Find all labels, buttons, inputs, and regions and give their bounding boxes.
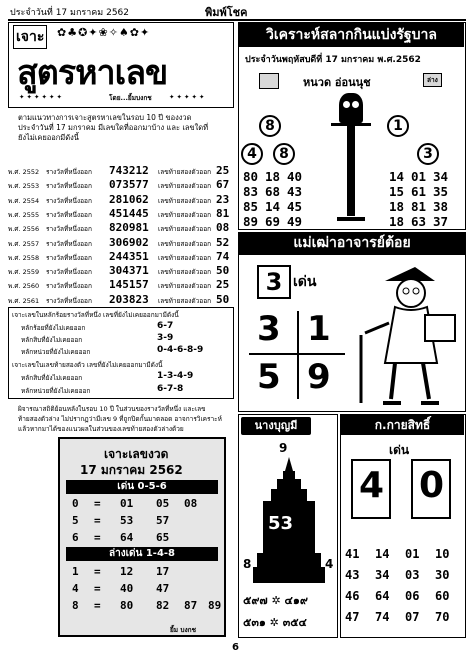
analysis-number: 18 xyxy=(389,214,405,229)
kor-kai-number: 07 xyxy=(405,610,420,624)
issue-date: ประจำวันที่ 17 มกราคม 2562 xyxy=(10,8,130,18)
circle-number: 8 xyxy=(273,143,295,165)
history-label: เลขท้ายสองตัวออก xyxy=(158,239,212,248)
history-label: รางวัลที่หนึ่งออก xyxy=(46,225,92,234)
history-row xyxy=(8,164,233,178)
grid-digit: 5 xyxy=(257,357,281,397)
history-label: รางวัลที่หนึ่งออก xyxy=(46,282,92,291)
analysis-number: 34 xyxy=(433,169,449,184)
history-year: พ.ศ. 2554 xyxy=(8,196,40,205)
right-digit: 4 xyxy=(325,557,334,571)
jaw-cell: 65 xyxy=(156,531,170,544)
digits-row-value: 6-7-8 xyxy=(157,384,184,394)
history-year: พ.ศ. 2557 xyxy=(8,239,40,248)
featured-digit: 3 xyxy=(257,265,291,299)
page-number: 6 xyxy=(232,642,239,653)
analysis-number: 89 xyxy=(243,214,259,229)
analysis-number: 40 xyxy=(287,169,303,184)
jaw-cell: 47 xyxy=(156,582,170,595)
digits-row-value: 6-7 xyxy=(157,321,174,331)
history-label: รางวัลที่หนึ่งออก xyxy=(46,182,92,191)
analysis-number: 01 xyxy=(411,169,427,184)
history-label: รางวัลที่หนึ่งออก xyxy=(46,210,92,219)
digits-row-label: หลักหน่วยที่ยังไม่เคยออก xyxy=(21,387,91,395)
history-row xyxy=(8,193,233,207)
digits-row-label: หลักร้อยที่ยังไม่เคยออก xyxy=(21,324,86,332)
digits-line2: เจาะเลขในเลขท้ายสองตัว เลขที่ยังไม่เคยออกมามีดังนี้ xyxy=(12,361,163,369)
analysis-number: 14 xyxy=(265,199,281,214)
history-year: พ.ศ. 2560 xyxy=(8,282,40,291)
kor-kai-label: เด่น xyxy=(389,443,410,457)
kor-kai-digit: 4 xyxy=(359,465,385,506)
history-label: เลขท้ายสองตัวออก xyxy=(158,253,212,262)
history-last-two: 52 xyxy=(216,235,230,249)
analysis-tag: ล่าง xyxy=(423,73,442,87)
screen-box xyxy=(259,73,279,89)
jaw-cell: = xyxy=(94,599,101,612)
circle-number: 8 xyxy=(259,115,281,137)
history-row xyxy=(8,250,233,264)
jaw-bottom-label: ล่างเด่น 1-4-8 xyxy=(66,547,218,561)
analysis-number: 18 xyxy=(265,169,281,184)
summary-line: ผิจารณาสถิติย้อนหลังในรอบ 10 ปี ในส่วนของรางวัลที่หนึ่ง และเลข xyxy=(18,405,206,413)
jaw-cell: 89 xyxy=(208,599,222,612)
history-row xyxy=(8,178,233,192)
digits-row-label: หลักสิบที่ยังไม่เคยออก xyxy=(21,374,83,382)
history-first-prize: 073577 xyxy=(109,178,149,192)
jaw-top-label: เด่น 0-5-6 xyxy=(66,480,218,494)
kor-kai-number: 70 xyxy=(435,610,450,624)
analysis-number: 15 xyxy=(389,184,405,199)
history-row xyxy=(8,278,233,292)
digits-row-label: หลักหน่วยที่ยังไม่เคยออก xyxy=(21,348,91,356)
title-stars-right: ✦ ✦ ✦ ✦ ✦ xyxy=(169,93,205,101)
jaw-cell: = xyxy=(94,565,101,578)
history-last-two: 08 xyxy=(216,221,230,235)
history-label: รางวัลที่หนึ่งออก xyxy=(46,168,92,176)
history-last-two: 50 xyxy=(216,292,230,306)
jaw-cell: 05 xyxy=(156,497,170,510)
history-label: เลขท้ายสองตัวออก xyxy=(158,296,212,305)
history-year: พ.ศ. 2553 xyxy=(8,182,40,191)
analysis-author: หนวด อ่อนนุช xyxy=(303,76,371,89)
publisher-name: พิมพ์โชค xyxy=(205,6,248,19)
history-last-two: 23 xyxy=(216,192,230,206)
analysis-number: 68 xyxy=(265,184,281,199)
jaw-title: เจาะเลขงวด xyxy=(104,447,169,461)
history-last-two: 74 xyxy=(216,249,230,263)
history-first-prize: 203823 xyxy=(109,292,149,306)
kor-kai-title: ก.กายสิทธิ์ xyxy=(341,415,464,435)
history-row xyxy=(8,207,233,221)
jaw-date: 17 มกราคม 2562 xyxy=(80,463,183,477)
jaw-cell: 17 xyxy=(156,565,170,578)
jaw-cell: 0 xyxy=(72,497,79,510)
analysis-number: 63 xyxy=(411,214,427,229)
jaw-cell: 08 xyxy=(184,497,198,510)
history-row xyxy=(8,264,233,278)
history-label: เลขท้ายสองตัวออก xyxy=(158,225,212,234)
header-rule xyxy=(8,19,466,21)
analysis-number: 14 xyxy=(389,169,405,184)
jaw-cell: 1 xyxy=(72,565,79,578)
old-lady-illustration xyxy=(355,263,461,409)
analysis-number: 37 xyxy=(433,214,449,229)
intro-line: ตามแนวทางการเจาะสูตรหาเลขในรอบ 10 ปี ของงวด xyxy=(18,113,192,122)
title-decoration-icons: ✿♣✪✦❀✧♠✿✦ xyxy=(57,26,151,39)
history-label: รางวัลที่หนึ่งออก xyxy=(46,196,92,205)
history-label: เลขท้ายสองตัวออก xyxy=(158,268,212,277)
history-year: พ.ศ. 2559 xyxy=(8,268,40,277)
jaw-cell: 12 xyxy=(120,565,134,578)
history-last-two: 81 xyxy=(216,206,230,220)
kor-kai-number: 64 xyxy=(375,589,390,603)
title-byline: โดย...ยิ้มบงกช xyxy=(109,94,152,102)
jaw-cell: 53 xyxy=(120,514,134,527)
kor-kai-number: 30 xyxy=(435,568,450,582)
intro-line: ยังไม่เคยออกมีดังนี้ xyxy=(18,133,79,142)
history-label: รางวัลที่หนึ่งออก xyxy=(46,296,92,305)
circle-number: 3 xyxy=(417,143,439,165)
analysis-number: 81 xyxy=(411,199,427,214)
grid-digit: 9 xyxy=(307,357,331,397)
history-first-prize: 244351 xyxy=(109,249,149,263)
circle-number: 1 xyxy=(387,115,409,137)
summary-line: แล้วหากมาได้ของแนวผลในส่วนของเลขท้ายสองตัวล่างด้วย xyxy=(18,425,184,433)
left-digit: 8 xyxy=(243,557,252,571)
circle-number: 4 xyxy=(241,143,263,165)
analysis-number: 43 xyxy=(287,184,303,199)
history-first-prize: 306902 xyxy=(109,235,149,249)
history-row xyxy=(8,236,233,250)
intro-line: ประจำวันที่ 17 มกราคม มีเลขใดที่ออกมาบ้าง และ เลขใดที่ xyxy=(18,123,209,132)
mae-thao-box xyxy=(238,254,466,412)
analysis-number: 49 xyxy=(287,214,303,229)
jaw-cell: = xyxy=(94,514,101,527)
top-digit: 9 xyxy=(279,441,288,455)
kor-kai-number: 10 xyxy=(435,547,450,561)
history-first-prize: 304371 xyxy=(109,264,149,278)
digits-row-value: 3-9 xyxy=(157,333,174,343)
jaw-cell: 64 xyxy=(120,531,134,544)
jaw-cell: 40 xyxy=(120,582,134,595)
tic-grid-h xyxy=(249,353,345,355)
analysis-title: วิเคราะห์สลากกินแบ่งรัฐบาล xyxy=(239,23,464,47)
jaw-footer: ยิ้ม บงกช xyxy=(170,626,197,634)
history-year: พ.ศ. 2558 xyxy=(8,253,40,262)
jaw-cell: = xyxy=(94,582,101,595)
history-label: เลขท้ายสองตัวออก xyxy=(158,182,212,191)
kor-kai-number: 34 xyxy=(375,568,390,582)
history-first-prize: 145157 xyxy=(109,278,149,292)
title-prefix: เจาะ xyxy=(13,25,47,49)
history-label: เลขท้ายสองตัวออก xyxy=(158,168,212,176)
analysis-number: 61 xyxy=(411,184,427,199)
kor-kai-number: 01 xyxy=(405,547,420,561)
digits-row-value: 1-3-4-9 xyxy=(157,371,194,381)
history-first-prize: 451445 xyxy=(109,206,149,220)
jaw-cell: 6 xyxy=(72,531,79,544)
history-row xyxy=(8,221,233,235)
history-year: พ.ศ. 2555 xyxy=(8,210,40,219)
jaw-cell: = xyxy=(94,531,101,544)
history-row xyxy=(8,293,233,307)
summary-text xyxy=(18,404,238,434)
history-label: รางวัลที่หนึ่งออก xyxy=(46,253,92,262)
history-last-two: 50 xyxy=(216,264,230,278)
summary-line: ท้ายสองตัวล่าง ไม่ปรากฏว่ามีเลข 9 ที่ถูกปิดกั้นมาตลอด อาจการวิเคราะห์ xyxy=(18,415,222,423)
history-label: รางวัลที่หนึ่งออก xyxy=(46,239,92,248)
jaw-cell: 4 xyxy=(72,582,79,595)
title-block xyxy=(8,22,234,108)
kor-kai-number: 06 xyxy=(405,589,420,603)
history-label: เลขท้ายสองตัวออก xyxy=(158,282,212,291)
thai-digits-row: ๕๙๗ ✲ ๔๑๙ xyxy=(243,594,308,607)
history-label: เลขท้ายสองตัวออก xyxy=(158,210,212,219)
kor-kai-number: 14 xyxy=(375,547,390,561)
featured-label: เด่น xyxy=(293,274,317,290)
jaw-cell: 57 xyxy=(156,514,170,527)
digits-row-label: หลักสิบที่ยังไม่เคยออก xyxy=(21,336,83,344)
kor-kai-number: 03 xyxy=(405,568,420,582)
jaw-cell: = xyxy=(94,497,101,510)
analysis-number: 38 xyxy=(433,199,449,214)
kor-kai-digit: 0 xyxy=(419,465,445,506)
digits-box xyxy=(8,307,234,399)
pagoda-number: 53 xyxy=(268,513,294,534)
history-last-two: 25 xyxy=(216,278,230,292)
history-year: พ.ศ. 2552 xyxy=(8,168,40,176)
history-year: พ.ศ. 2556 xyxy=(8,225,40,234)
kor-kai-number: 43 xyxy=(345,568,360,582)
thai-digits-row: ๕๓๑ ✲ ๓๕๔ xyxy=(243,616,307,629)
jaw-box xyxy=(58,437,226,637)
grid-digit: 1 xyxy=(307,309,331,349)
history-last-two: 25 xyxy=(216,164,230,177)
kor-kai-number: 60 xyxy=(435,589,450,603)
nang-boonmee-title: นางบุญมี xyxy=(241,417,311,435)
page-title: สูตรหาเลข xyxy=(17,53,168,93)
analysis-number: 85 xyxy=(243,199,259,214)
jaw-cell: 82 xyxy=(156,599,170,612)
tic-grid-v xyxy=(297,311,299,399)
nang-boonmee-box xyxy=(238,414,338,638)
jaw-cell: 5 xyxy=(72,514,79,527)
digits-row-value: 0-4-6-8-9 xyxy=(157,345,204,355)
kor-kai-number: 41 xyxy=(345,547,360,561)
grid-digit: 3 xyxy=(257,309,281,349)
history-last-two: 67 xyxy=(216,178,230,192)
history-first-prize: 281062 xyxy=(109,192,149,206)
intro-text xyxy=(18,113,234,143)
jaw-cell: 80 xyxy=(120,599,134,612)
history-label: เลขท้ายสองตัวออก xyxy=(158,196,212,205)
kor-kai-number: 47 xyxy=(345,610,360,624)
analysis-box xyxy=(238,22,466,230)
mae-thao-title: แม่เฒ่าอาจารย์ต้อย xyxy=(238,232,466,254)
analysis-subtitle: ประจำวันพฤหัสบดีที่ 17 มกราคม พ.ศ.2562 xyxy=(245,55,421,65)
analysis-number: 18 xyxy=(389,199,405,214)
mascot-figure xyxy=(331,93,371,225)
kor-kai-box xyxy=(340,414,466,638)
jaw-cell: 01 xyxy=(120,497,134,510)
analysis-number: 80 xyxy=(243,169,259,184)
jaw-cell: 87 xyxy=(184,599,198,612)
history-first-prize: 743212 xyxy=(109,164,149,177)
analysis-number: 35 xyxy=(433,184,449,199)
history-label: รางวัลที่หนึ่งออก xyxy=(46,268,92,277)
kor-kai-number: 46 xyxy=(345,589,360,603)
digits-line1: เจาะเลขในหลักร้อยรางวัลที่หนึ่ง เลขที่ยังไม่เคยออกมามีดังนี้ xyxy=(12,311,179,319)
analysis-number: 45 xyxy=(287,199,303,214)
history-year: พ.ศ. 2561 xyxy=(8,296,40,305)
analysis-number: 69 xyxy=(265,214,281,229)
history-first-prize: 820981 xyxy=(109,221,149,235)
jaw-cell: 8 xyxy=(72,599,79,612)
title-stars-left: ✦ ✦ ✦ ✦ ✦ ✦ xyxy=(19,93,63,101)
kor-kai-number: 74 xyxy=(375,610,390,624)
analysis-number: 83 xyxy=(243,184,259,199)
